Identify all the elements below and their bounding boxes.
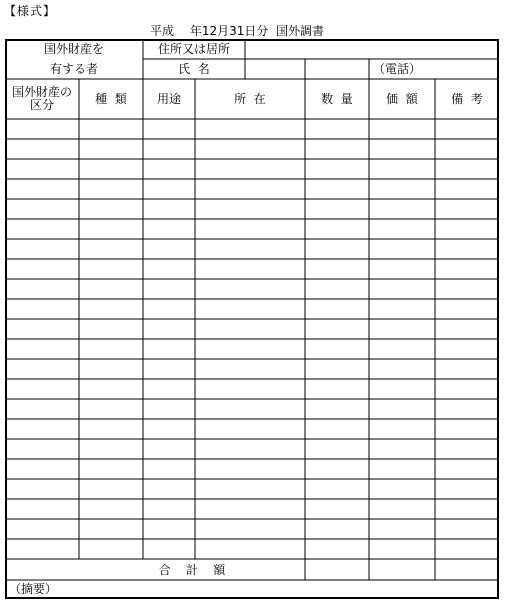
col-header-quantity: 数 量 [321, 91, 353, 106]
form-style-label: 【様式】 [4, 4, 57, 18]
address-label: 住所又は居所 [157, 41, 230, 56]
form-title: 平成 年12月31日分 国外調書 [150, 24, 324, 38]
col-header-usage: 用途 [156, 91, 181, 106]
col-header-location: 所 在 [234, 91, 266, 106]
owner-header-line2: 有する者 [49, 61, 98, 76]
foreign-property-form [5, 39, 499, 599]
form-grid [5, 39, 499, 599]
remarks-label: （摘要） [9, 582, 58, 596]
col-header-value: 価 額 [386, 91, 418, 106]
col-header-notes: 備 考 [451, 91, 483, 106]
owner-header-line1: 国外財産を [43, 41, 104, 56]
col-header-type: 種 類 [95, 91, 127, 106]
phone-label: （電話） [373, 61, 422, 76]
name-label: 氏 名 [178, 61, 210, 76]
total-label: 合 計 額 [158, 562, 226, 577]
col-header-category: 国外財産の 区分 [11, 85, 72, 112]
